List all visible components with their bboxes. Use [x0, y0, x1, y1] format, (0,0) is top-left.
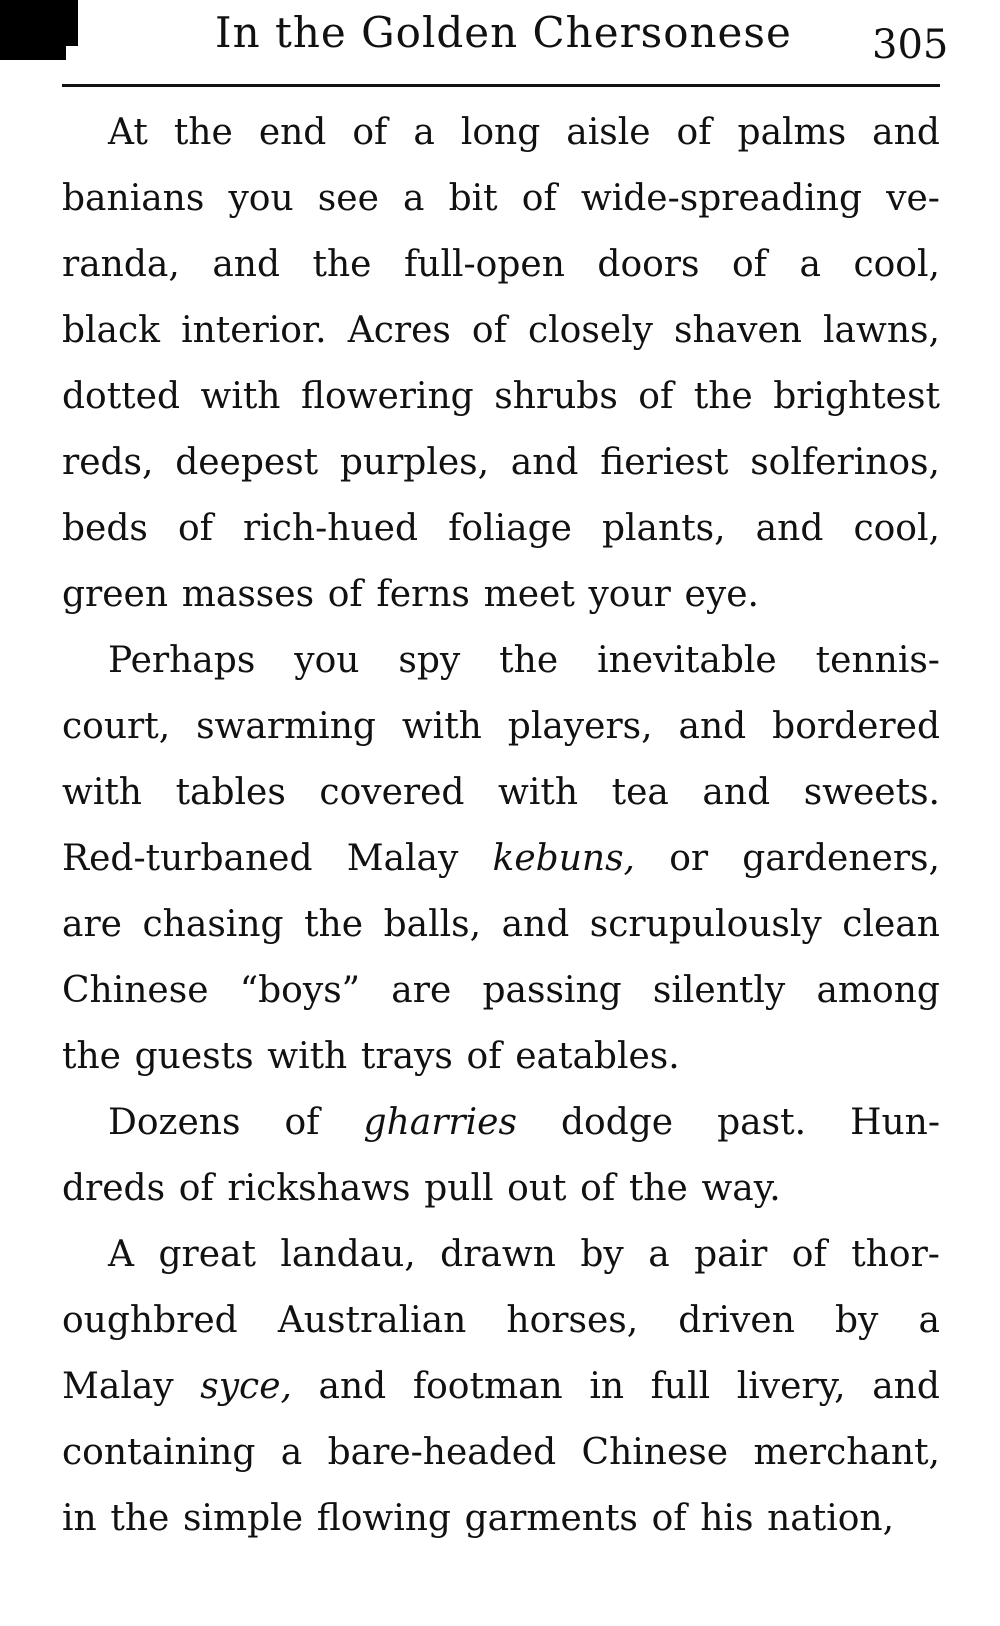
word: a [918, 1300, 940, 1341]
word: Dozens [108, 1102, 241, 1143]
text-line [62, 958, 940, 1024]
word: landau, [280, 1234, 416, 1275]
word: kebuns, [492, 838, 635, 879]
text-line [62, 1024, 940, 1090]
word: beds [62, 508, 148, 549]
word: flowing [316, 1498, 451, 1539]
running-title: In the Golden Chersonese [215, 8, 792, 57]
word: lawns, [823, 310, 940, 351]
word: reds, [62, 442, 154, 483]
word: the [693, 376, 753, 417]
word: and [702, 772, 771, 813]
word: brightest [773, 376, 940, 417]
word: long [460, 112, 541, 153]
word: are [391, 970, 452, 1011]
word: pull [424, 1168, 494, 1209]
word: see [317, 178, 379, 219]
word: by [835, 1300, 879, 1341]
word: or [669, 838, 709, 879]
word: Perhaps [108, 640, 256, 681]
page-number: 305 [872, 22, 949, 68]
text-line [62, 628, 940, 694]
word: livery, [736, 1366, 846, 1407]
word: the [628, 1168, 688, 1209]
word: of [471, 310, 507, 351]
word: the [62, 1036, 121, 1077]
text-line [62, 1354, 940, 1420]
word: bordered [772, 706, 940, 747]
word: Australian [277, 1300, 467, 1341]
word: inevitable [597, 640, 777, 681]
word: meet [483, 574, 575, 615]
word: with [498, 772, 579, 813]
word: sweets. [803, 772, 940, 813]
word: Malay [62, 1366, 174, 1407]
word: green [62, 574, 169, 615]
text-line [62, 1420, 940, 1486]
word: “boys” [239, 970, 361, 1011]
word: masses [181, 574, 315, 615]
word: wide-spreading [580, 178, 863, 219]
word: dreds [62, 1168, 166, 1209]
word: flowering [300, 376, 474, 417]
word: interior. [181, 310, 327, 351]
word: rickshaws [227, 1168, 411, 1209]
word: with [62, 772, 142, 813]
word: eye. [684, 574, 759, 615]
word: spy [398, 640, 461, 681]
word: bare-headed [327, 1432, 557, 1473]
word: fieriest [600, 442, 729, 483]
word: end [258, 112, 327, 153]
word: scrupulously [589, 904, 822, 945]
word: banians [62, 178, 205, 219]
word: solferinos, [750, 442, 940, 483]
word: guests [134, 1036, 254, 1077]
word: randa, [62, 244, 180, 285]
text-line [62, 298, 940, 364]
word: deepest [175, 442, 319, 483]
word: of [638, 376, 674, 417]
text-line [62, 1288, 940, 1354]
paragraph [62, 100, 940, 628]
word: foliage [448, 508, 572, 549]
word: bit [448, 178, 498, 219]
word: simple [183, 1498, 304, 1539]
word: of [521, 178, 557, 219]
word: of [178, 1168, 214, 1209]
word: way. [701, 1168, 781, 1209]
word: doors [597, 244, 700, 285]
word: the [173, 112, 233, 153]
word: oughbred [62, 1300, 238, 1341]
word: of [177, 508, 213, 549]
word: balls, [383, 904, 482, 945]
word: purples, [339, 442, 490, 483]
word: containing [62, 1432, 256, 1473]
word: cool, [853, 244, 940, 285]
word: syce, [200, 1366, 292, 1407]
running-head [0, 0, 1000, 80]
word: gardeners, [742, 838, 940, 879]
word: merchant, [753, 1432, 940, 1473]
word: At [108, 112, 148, 153]
word: footman [412, 1366, 563, 1407]
text-line [62, 166, 940, 232]
text-line [62, 496, 940, 562]
word: a [799, 244, 821, 285]
word: of [327, 574, 363, 615]
word: silently [652, 970, 786, 1011]
word: driven [678, 1300, 795, 1341]
word: of [731, 244, 767, 285]
text-line [62, 562, 940, 628]
word: black [62, 310, 160, 351]
word: you [294, 640, 360, 681]
word: court, [62, 706, 171, 747]
word: full [650, 1366, 711, 1407]
word: a [648, 1234, 670, 1275]
text-line [62, 1222, 940, 1288]
paragraph [62, 1222, 940, 1552]
word: trays [360, 1036, 453, 1077]
word: Chinese [62, 970, 209, 1011]
text-line [62, 892, 940, 958]
word: ferns [376, 574, 470, 615]
text-line [62, 100, 940, 166]
text-line [62, 430, 940, 496]
text-line [62, 1486, 940, 1552]
word: out [507, 1168, 567, 1209]
word: closely [527, 310, 653, 351]
word: tennis- [815, 640, 940, 681]
word: clean [842, 904, 940, 945]
paragraph [62, 628, 940, 1090]
word: full-open [403, 244, 565, 285]
word: shaven [674, 310, 802, 351]
word: tea [611, 772, 669, 813]
word: you [228, 178, 294, 219]
header-rule [62, 84, 940, 87]
word: palms [737, 112, 847, 153]
word: the [499, 640, 559, 681]
word: Chinese [581, 1432, 729, 1473]
word: and [501, 904, 570, 945]
text-line [62, 760, 940, 826]
word: rich-hued [243, 508, 418, 549]
word: of [352, 112, 388, 153]
text-line [62, 232, 940, 298]
word: of [676, 112, 712, 153]
word: a [403, 178, 425, 219]
word: gharries [363, 1102, 517, 1143]
text-line [62, 694, 940, 760]
word: are [62, 904, 122, 945]
word: tables [175, 772, 286, 813]
word: in [589, 1366, 625, 1407]
word: by [580, 1234, 624, 1275]
word: Red-turbaned [62, 838, 313, 879]
word: and [872, 112, 940, 153]
word: a [280, 1432, 303, 1473]
word: great [158, 1234, 256, 1275]
word: A [108, 1234, 134, 1275]
word: thor- [851, 1234, 940, 1275]
text-line [62, 826, 940, 892]
word: of [284, 1102, 320, 1143]
word: dodge [560, 1102, 674, 1143]
word: garments [464, 1498, 638, 1539]
word: Acres [347, 310, 451, 351]
word: his [700, 1498, 754, 1539]
text-line [62, 1156, 940, 1222]
word: swarming [196, 706, 376, 747]
paragraph [62, 1090, 940, 1222]
word: your [588, 574, 671, 615]
word: Malay [346, 838, 459, 879]
word: with [200, 376, 281, 417]
word: cool, [853, 508, 940, 549]
word: the [304, 904, 364, 945]
word: among [816, 970, 940, 1011]
word: a [413, 112, 435, 153]
word: with [401, 706, 482, 747]
word: ve- [886, 178, 940, 219]
word: in [62, 1498, 97, 1539]
word: dotted [62, 376, 181, 417]
word: Hun- [850, 1102, 940, 1143]
word: the [312, 244, 372, 285]
word: eatables. [515, 1036, 680, 1077]
word: of [580, 1168, 616, 1209]
word: chasing [142, 904, 284, 945]
word: the [110, 1498, 170, 1539]
word: and [755, 508, 824, 549]
body-text [62, 100, 940, 1552]
word: of [651, 1498, 687, 1539]
word: past. [717, 1102, 807, 1143]
word: shrubs [494, 376, 618, 417]
word: nation, [767, 1498, 895, 1539]
text-line [62, 1090, 940, 1156]
word: of [466, 1036, 502, 1077]
word: horses, [506, 1300, 639, 1341]
word: passing [482, 970, 622, 1011]
word: with [267, 1036, 348, 1077]
word: and [212, 244, 281, 285]
word: drawn [440, 1234, 556, 1275]
word: and [678, 706, 747, 747]
word: pair [694, 1234, 768, 1275]
word: and [318, 1366, 387, 1407]
word: players, [507, 706, 653, 747]
word: and [510, 442, 579, 483]
word: and [872, 1366, 940, 1407]
word: aisle [566, 112, 651, 153]
word: covered [319, 772, 465, 813]
word: plants, [602, 508, 726, 549]
word: of [791, 1234, 827, 1275]
text-line [62, 364, 940, 430]
